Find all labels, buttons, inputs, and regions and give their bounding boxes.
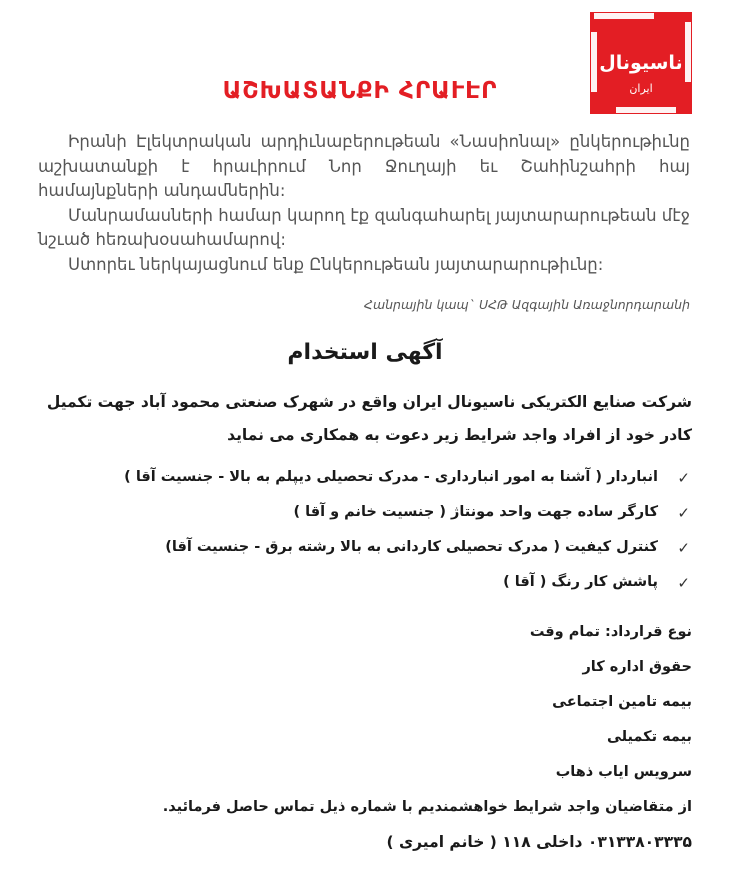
terms-list bbox=[32, 624, 692, 834]
check-icon: ✓ bbox=[677, 504, 690, 522]
armenian-signature: Հանրային կապ` ՍՀԹ Ազգային Առաջնորդարանի bbox=[364, 297, 690, 312]
check-icon: ✓ bbox=[677, 469, 690, 487]
positions-list bbox=[52, 469, 692, 609]
position-text: پاشش کار رنگ ( آقا ) bbox=[503, 574, 658, 590]
list-item bbox=[52, 469, 692, 504]
list-item bbox=[52, 574, 692, 609]
list-item bbox=[52, 539, 692, 574]
logo-name-text: ناسیونال bbox=[599, 52, 683, 74]
logo-country-text: ایران bbox=[629, 82, 653, 95]
term-item: بیمه تامین اجتماعی bbox=[552, 694, 692, 710]
persian-intro: شرکت صنایع الکتریکی ناسیونال ایران واقع در شهرک صنعتی محمود آباد جهت تکمیل کادر خود از افراد واجد شرایط زیر دعوت به همکاری می نماید bbox=[46, 393, 692, 444]
check-icon: ✓ bbox=[677, 574, 690, 592]
check-icon: ✓ bbox=[677, 539, 690, 557]
term-item: حقوق اداره کار bbox=[582, 659, 692, 675]
persian-title: آگهی استخدام bbox=[287, 340, 443, 365]
position-text: کنترل کیفیت ( مدرک تحصیلی کاردانی به بالا رشته برق - جنسیت آقا) bbox=[165, 539, 658, 555]
list-item bbox=[52, 504, 692, 539]
armenian-paragraph-2: Մանրամասների համար կարող էք զանգահարել յայտարարութեան մէջ նշւած հեռախօսահամարով: bbox=[38, 205, 690, 249]
contact-phone: ۰۳۱۳۳۸۰۳۳۳۵ داخلی ۱۱۸ ( خانم امیری ) bbox=[386, 833, 692, 851]
term-item: سرویس ایاب ذهاب bbox=[555, 764, 692, 780]
armenian-paragraph-1: Իրանի Էլեկտրական արդիւնաբերութեան «Նասիոնալ» ընկերութիւնը աշխատանքի է հրաւիրում Նոր Ջուղայի եւ Շահինշահրի հայ համայնքների անդամներին: bbox=[38, 132, 690, 200]
term-item: نوع قرارداد: تمام وقت bbox=[529, 624, 692, 640]
term-item: بیمه تکمیلی bbox=[606, 729, 692, 745]
armenian-title: ԱՇԽԱՏԱՆՔԻ ՀՐԱՒԷՐ bbox=[222, 78, 498, 104]
position-text: کارگر ساده جهت واحد مونتاژ ( جنسیت خانم و آقا ) bbox=[293, 504, 658, 520]
armenian-body bbox=[38, 130, 690, 277]
term-item: از متقاضیان واجد شرایط خواهشمندیم با شماره ذیل تماس حاصل فرمائید. bbox=[162, 799, 692, 815]
position-text: انباردار ( آشنا به امور انبارداری - مدرک تحصیلی دیپلم به بالا - جنسیت آقا ) bbox=[124, 469, 658, 485]
armenian-paragraph-3: Ստորեւ ներկայացնում ենք Ընկերութեան յայտարարութիւնը: bbox=[68, 254, 604, 274]
company-logo bbox=[590, 12, 692, 114]
